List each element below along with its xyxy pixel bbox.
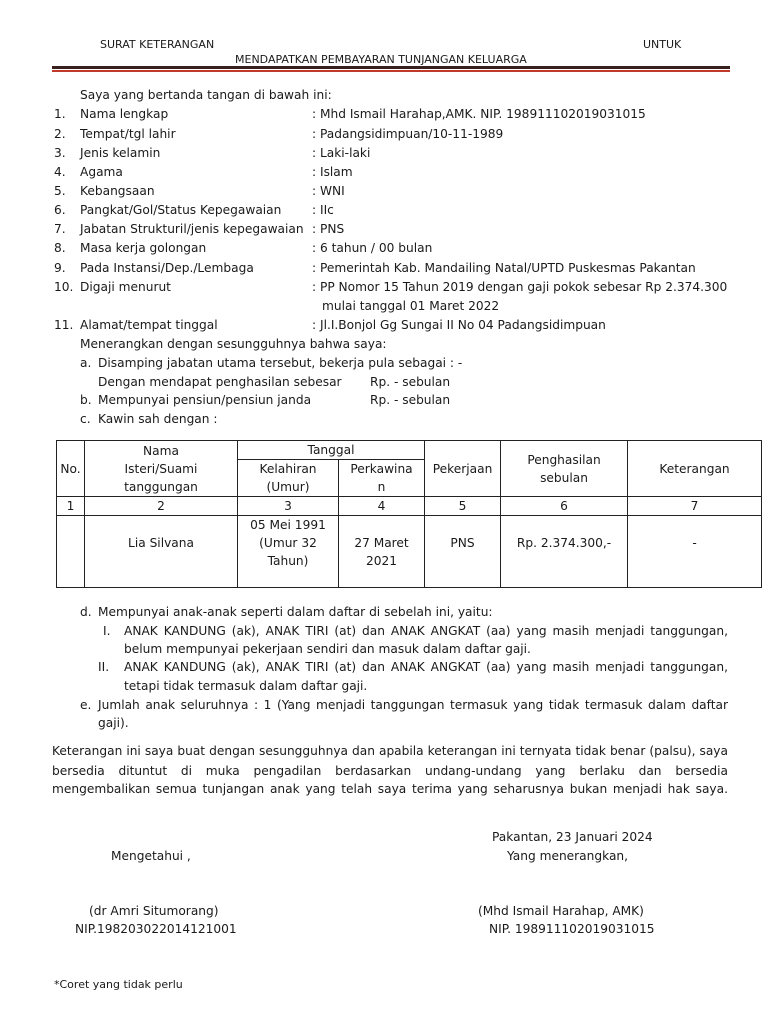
field-num: 6.: [54, 203, 66, 217]
col-number: 4: [339, 497, 425, 516]
col-number: 3: [238, 497, 339, 516]
cell-pekerjaan: PNS: [425, 516, 501, 588]
cell-nama: Lia Silvana: [85, 516, 238, 588]
field-value: : Padangsidimpuan/10-11-1989: [312, 127, 504, 141]
left-signer-title: Mengetahui ,: [111, 849, 191, 863]
field-num: 8.: [54, 241, 66, 255]
item-b-value: Rp. - sebulan: [370, 393, 451, 407]
item-ii-line1: ANAK KANDUNG (ak), ANAK TIRI (at) dan ANAK ANGKAT (aa) yang masih menjadi tanggungan,: [124, 660, 728, 674]
col-number: 5: [425, 497, 501, 516]
header-tanggal: Tanggal: [238, 441, 425, 460]
col-number: 7: [628, 497, 762, 516]
field-num: 11.: [54, 318, 74, 332]
item-c-marker: c.: [80, 412, 91, 426]
item-c-text: Kawin sah dengan :: [98, 412, 218, 426]
field-value: : PNS: [312, 222, 345, 236]
field-value: : Laki-laki: [312, 146, 371, 160]
item-d-text: Mempunyai anak-anak seperti dalam daftar di sebelah ini, yaitu:: [98, 605, 493, 619]
header-pekerjaan: Pekerjaan: [425, 441, 501, 497]
field-label: Pangkat/Gol/Status Kepegawaian: [80, 203, 282, 217]
field-num: 7.: [54, 222, 66, 236]
right-signer-title: Yang menerangkan,: [507, 849, 629, 863]
spouse-table: [56, 440, 762, 588]
field-label: Kebangsaan: [80, 184, 155, 198]
item-d-marker: d.: [80, 605, 92, 619]
table-row: [57, 516, 762, 588]
field-value: : IIc: [312, 203, 334, 217]
item-ii-line2: tetapi tidak termasuk dalam daftar gaji.: [124, 679, 368, 693]
item-a-sub-value: Rp. - sebulan: [370, 375, 451, 389]
cell-penghasilan: Rp. 2.374.300,-: [501, 516, 628, 588]
right-signer-nip: NIP. 198911102019031015: [489, 922, 655, 936]
header-nama: Nama Isteri/Suami tanggungan: [85, 441, 238, 497]
header-no: No.: [57, 441, 85, 497]
place-date: Pakantan, 23 Januari 2024: [492, 830, 653, 844]
field-label: Nama lengkap: [80, 107, 169, 121]
item-a-sub-label: Dengan mendapat penghasilan sebesar: [98, 375, 342, 389]
field-value: : PP Nomor 15 Tahun 2019 dengan gaji pokok sebesar Rp 2.374.300: [312, 280, 728, 294]
intro-text: Saya yang bertanda tangan di bawah ini:: [80, 88, 332, 102]
field-label: Digaji menurut: [80, 280, 171, 294]
item-i-line1: ANAK KANDUNG (ak), ANAK TIRI (at) dan ANAK ANGKAT (aa) yang masih menjadi tanggungan,: [124, 624, 728, 638]
cell-kelahiran: 05 Mei 1991 (Umur 32 Tahun): [238, 516, 339, 588]
header-rule-dark: [52, 66, 730, 69]
field-value: : Mhd Ismail Harahap,AMK. NIP. 198911102019031015: [312, 107, 646, 121]
doc-subtitle: MENDAPATKAN PEMBAYARAN TUNJANGAN KELUARGA: [235, 53, 527, 66]
item-e-line2: gaji).: [98, 716, 129, 730]
field-label: Agama: [80, 165, 123, 179]
item-b-text: Mempunyai pensiun/pensiun janda: [98, 393, 312, 407]
field-value-continued: mulai tanggal 01 Maret 2022: [322, 299, 500, 313]
field-num: 3.: [54, 146, 66, 160]
item-i-marker: I.: [103, 624, 111, 638]
field-label: Tempat/tgl lahir: [80, 127, 176, 141]
closing-line1: Keterangan ini saya buat dengan sesungguhnya dan apabila keterangan ini ternyata tidak benar (palsu), saya: [52, 744, 728, 758]
cell-no: [57, 516, 85, 588]
field-label: Alamat/tempat tinggal: [80, 318, 218, 332]
left-signer-name: (dr Amri Situmorang): [89, 904, 219, 918]
header-keterangan: Keterangan: [628, 441, 762, 497]
field-num: 9.: [54, 261, 66, 275]
statement-lead: Menerangkan dengan sesungguhnya bahwa saya:: [80, 337, 387, 351]
field-num: 1.: [54, 107, 66, 121]
item-b-marker: b.: [80, 393, 92, 407]
cell-perkawinan: 27 Maret 2021: [339, 516, 425, 588]
field-value: : WNI: [312, 184, 345, 198]
col-number: 6: [501, 497, 628, 516]
field-label: Jenis kelamin: [80, 146, 161, 160]
header-rule-red: [52, 70, 730, 72]
cell-keterangan: -: [628, 516, 762, 588]
field-label: Pada Instansi/Dep./Lembaga: [80, 261, 254, 275]
field-value: : Islam: [312, 165, 353, 179]
item-e-line1: Jumlah anak seluruhnya : 1 (Yang menjadi tanggungan termasuk yang tidak termasuk dalam daftar: [98, 698, 728, 712]
field-value: : 6 tahun / 00 bulan: [312, 241, 433, 255]
left-signer-nip: NIP.198203022014121001: [75, 922, 237, 936]
field-num: 5.: [54, 184, 66, 198]
header-penghasilan: Penghasilan sebulan: [501, 441, 628, 497]
doc-title-left: SURAT KETERANGAN: [100, 38, 215, 51]
item-i-line2: belum mempunyai pekerjaan sendiri dan masuk dalam daftar gaji.: [124, 642, 531, 656]
field-label: Jabatan Strukturil/jenis kepegawaian: [80, 222, 304, 236]
closing-line2: bersedia dituntut di muka pengadilan berdasarkan undang-undang yang berlaku dan bersedia: [52, 764, 728, 778]
field-num: 10.: [54, 280, 74, 294]
field-value: : Jl.I.Bonjol Gg Sungai II No 04 Padangsidimpuan: [312, 318, 606, 332]
item-a-marker: a.: [80, 356, 92, 370]
field-label: Masa kerja golongan: [80, 241, 207, 255]
item-a-text: Disamping jabatan utama tersebut, bekerja pula sebagai : -: [98, 356, 463, 370]
field-num: 4.: [54, 165, 66, 179]
footnote: *Coret yang tidak perlu: [54, 978, 183, 991]
field-num: 2.: [54, 127, 66, 141]
header-perkawinan: Perkawina n: [339, 460, 425, 497]
item-ii-marker: II.: [98, 660, 110, 674]
col-number: 1: [57, 497, 85, 516]
col-number: 2: [85, 497, 238, 516]
right-signer-name: (Mhd Ismail Harahap, AMK): [478, 904, 644, 918]
doc-title-right: UNTUK: [643, 38, 682, 51]
field-value: : Pemerintah Kab. Mandailing Natal/UPTD Puskesmas Pakantan: [312, 261, 696, 275]
header-kelahiran: Kelahiran (Umur): [238, 460, 339, 497]
closing-line3: mengembalikan semua tunjangan anak yang telah saya terima yang seharusnya bukan menjadi hak saya.: [52, 782, 728, 796]
item-e-marker: e.: [80, 698, 92, 712]
